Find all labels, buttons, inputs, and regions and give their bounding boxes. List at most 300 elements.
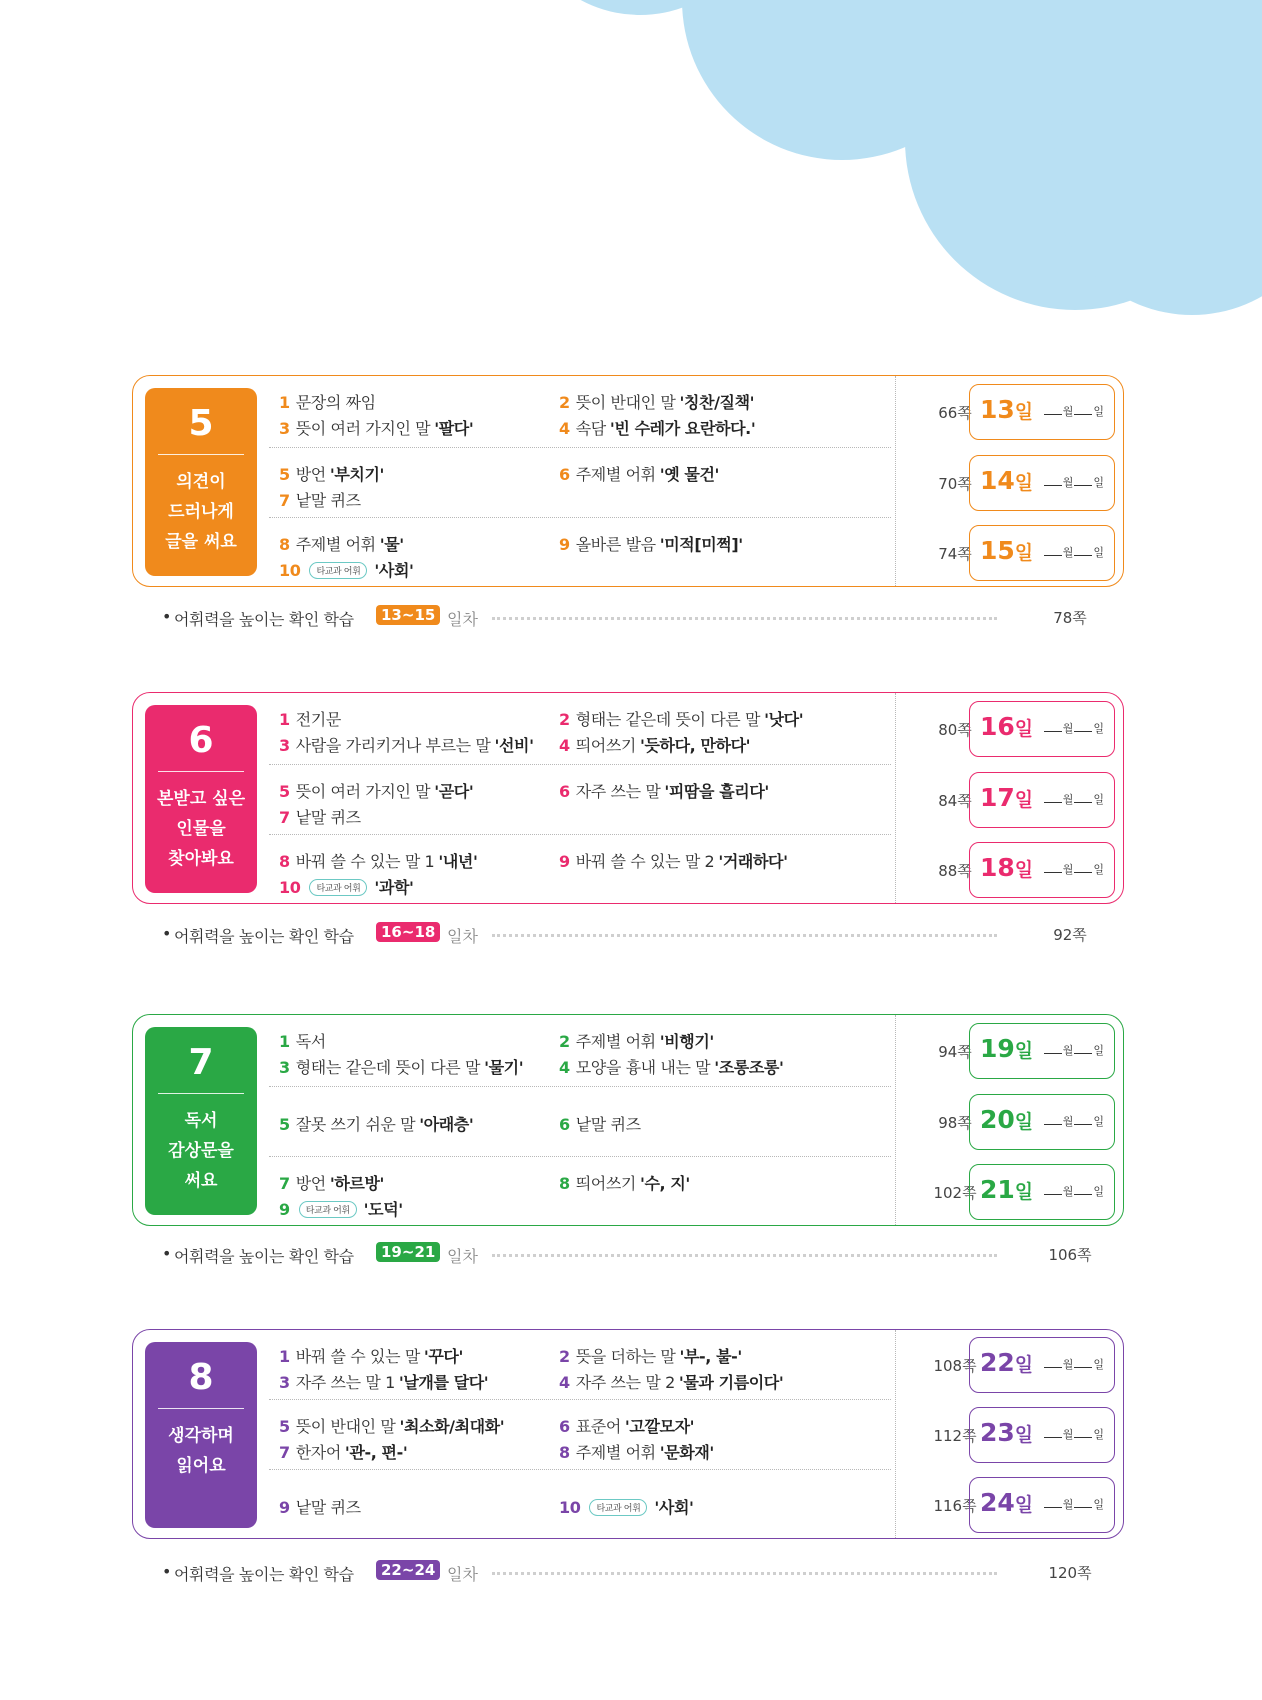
lesson-keyword: '피땀을 흘리다': [664, 782, 769, 801]
lesson-number: 5: [279, 1115, 290, 1134]
unit-number: 6: [188, 720, 214, 761]
lesson-item: [559, 462, 719, 485]
lesson-keyword: '물과 기름이다': [678, 1373, 784, 1392]
lesson-keyword: '수, 지': [639, 1174, 690, 1193]
day-checkbox[interactable]: [969, 455, 1115, 511]
month-label: 월: [1062, 793, 1074, 806]
lesson-rows: [269, 1330, 891, 1540]
lesson-text: 낱말 퀴즈: [295, 491, 361, 510]
lesson-number: 5: [279, 782, 290, 801]
review-page: 120쪽: [1048, 1564, 1092, 1582]
lesson-number: 10: [279, 878, 301, 897]
page-number: 108쪽: [933, 1357, 977, 1375]
month-day-blank[interactable]: [1043, 1183, 1104, 1199]
divider-line: [895, 693, 896, 903]
day-label: 일: [1093, 1044, 1104, 1057]
lesson-text: 독서: [295, 1032, 326, 1051]
lesson-row: [269, 1470, 891, 1540]
lesson-item: [279, 849, 477, 872]
review-page: 78쪽: [1053, 609, 1087, 627]
month-blank[interactable]: [1044, 404, 1062, 415]
day-value: 13: [980, 395, 1015, 424]
page-number: 74쪽: [938, 545, 972, 563]
month-day-blank[interactable]: [1043, 474, 1104, 490]
lesson-keyword: '옛 물건': [659, 465, 720, 484]
day-blank[interactable]: [1074, 1357, 1092, 1368]
unit-badge: [145, 388, 257, 576]
month-day-blank[interactable]: [1043, 1356, 1104, 1372]
lesson-keyword: '관-, 편-': [344, 1443, 408, 1462]
page-number: 80쪽: [938, 721, 972, 739]
lesson-keyword: '비행기': [659, 1032, 714, 1051]
lesson-keyword: '팔다': [434, 419, 474, 438]
review-page: 92쪽: [1053, 926, 1087, 944]
cross-subject-tag: 타교과 어휘: [309, 879, 367, 896]
unit-number: 7: [188, 1042, 214, 1083]
lesson-text: 사람을 가리키거나 부르는 말: [295, 736, 491, 755]
day-checkbox[interactable]: [969, 1477, 1115, 1533]
day-blank[interactable]: [1074, 862, 1092, 873]
unit-number: 8: [188, 1357, 214, 1398]
review-suffix: 일차: [447, 1565, 478, 1584]
review-line: [162, 922, 1087, 952]
month-label: 월: [1062, 1115, 1074, 1128]
lesson-item: [279, 488, 361, 511]
day-checkbox[interactable]: [969, 1407, 1115, 1463]
day-blank[interactable]: [1074, 1427, 1092, 1438]
lesson-keyword: '아래층': [419, 1115, 474, 1134]
lesson-keyword: '듯하다, 만하다': [639, 736, 751, 755]
dot-leader: [492, 934, 997, 937]
lesson-row: [269, 448, 891, 518]
day-suffix: 일: [1014, 1354, 1034, 1376]
lesson-item: [559, 390, 754, 413]
lesson-item: [559, 1440, 714, 1463]
lesson-number: 7: [279, 808, 290, 827]
page-number: 84쪽: [938, 792, 972, 810]
unit-title: 생각하며 읽어요: [168, 1426, 234, 1476]
lesson-text: 뜻이 반대인 말: [575, 393, 676, 412]
lesson-item: [279, 875, 414, 898]
cloud-decoration: [0, 0, 1262, 330]
day-checkbox[interactable]: [969, 1094, 1115, 1150]
review-page: 106쪽: [1048, 1246, 1092, 1264]
day-suffix: 일: [1014, 859, 1034, 881]
lesson-text: 주제별 어휘: [575, 1443, 656, 1462]
lesson-keyword: '물': [379, 535, 404, 554]
day-value: 20: [980, 1105, 1015, 1134]
review-suffix: 일차: [447, 610, 478, 629]
day-checkbox[interactable]: [969, 384, 1115, 440]
divider-line: [895, 376, 896, 586]
lesson-keyword: '부치기': [329, 465, 385, 484]
lesson-item: [559, 779, 769, 802]
lesson-keyword: '꾸다': [423, 1347, 463, 1366]
month-label: 월: [1062, 1428, 1074, 1441]
lesson-item: [559, 1495, 694, 1518]
lesson-row: [269, 835, 891, 905]
lesson-item: [559, 707, 803, 730]
month-label: 월: [1062, 1185, 1074, 1198]
lesson-keyword: '물기': [484, 1058, 524, 1077]
lesson-number: 8: [279, 852, 290, 871]
lesson-number: 8: [559, 1174, 570, 1193]
day-value: 21: [980, 1175, 1015, 1204]
lesson-text: 바꿔 쓸 수 있는 말 2: [575, 852, 715, 871]
lesson-number: 7: [279, 1174, 290, 1193]
day-blank[interactable]: [1074, 404, 1092, 415]
month-blank[interactable]: [1044, 475, 1062, 486]
lesson-number: 6: [559, 1417, 570, 1436]
unit-box: [132, 1014, 1124, 1226]
day-blank[interactable]: [1074, 792, 1092, 803]
lesson-item: [279, 1344, 463, 1367]
review-suffix: 일차: [447, 927, 478, 946]
lesson-text: 주제별 어휘: [575, 1032, 656, 1051]
month-label: 월: [1062, 405, 1074, 418]
unit-badge: [145, 1342, 257, 1528]
day-number: [980, 466, 1033, 495]
lesson-row: [269, 1015, 891, 1087]
day-blank[interactable]: [1074, 721, 1092, 732]
month-day-blank[interactable]: [1043, 1496, 1104, 1512]
month-blank[interactable]: [1044, 1357, 1062, 1368]
lesson-rows: [269, 1015, 891, 1227]
lesson-item: [279, 532, 404, 555]
lesson-item: [279, 1197, 403, 1220]
lesson-item: [559, 849, 788, 872]
day-number: [980, 1348, 1033, 1377]
bullet: •: [162, 1244, 172, 1263]
lesson-item: [559, 532, 743, 555]
lesson-row: [269, 1330, 891, 1400]
lesson-item: [559, 1414, 694, 1437]
month-blank[interactable]: [1044, 1497, 1062, 1508]
bullet: •: [162, 924, 172, 943]
month-blank[interactable]: [1044, 792, 1062, 803]
month-day-blank[interactable]: [1043, 1042, 1104, 1058]
lesson-item: [279, 805, 361, 828]
day-label: 일: [1093, 793, 1104, 806]
lesson-keyword: '과학': [374, 878, 414, 897]
lesson-number: 2: [559, 1347, 570, 1366]
review-text: 어휘력을 높이는 확인 학습: [174, 610, 354, 629]
unit-title: 독서 감상문을 써요: [168, 1111, 234, 1191]
day-suffix: 일: [1014, 1111, 1034, 1133]
unit-box: [132, 1329, 1124, 1539]
month-day-blank[interactable]: [1043, 791, 1104, 807]
month-label: 월: [1062, 1498, 1074, 1511]
lesson-text: 낱말 퀴즈: [575, 1115, 641, 1134]
lesson-row: [269, 1400, 891, 1470]
month-label: 월: [1062, 1358, 1074, 1371]
lesson-text: 전기문: [295, 710, 341, 729]
day-suffix: 일: [1014, 1494, 1034, 1516]
review-line: [162, 605, 1087, 635]
lesson-number: 6: [559, 465, 570, 484]
month-blank[interactable]: [1044, 1427, 1062, 1438]
page-number: 102쪽: [933, 1184, 977, 1202]
lesson-text: 뜻을 더하는 말: [575, 1347, 676, 1366]
page-number: 94쪽: [938, 1043, 972, 1061]
day-suffix: 일: [1014, 789, 1034, 811]
lesson-text: 문장의 짜임: [295, 393, 376, 412]
day-number: [980, 1105, 1033, 1134]
lesson-keyword: '칭찬/질책': [679, 393, 755, 412]
month-day-blank[interactable]: [1043, 720, 1104, 736]
day-blank[interactable]: [1074, 1497, 1092, 1508]
page-number: 112쪽: [933, 1427, 977, 1445]
bullet: •: [162, 607, 172, 626]
day-blank[interactable]: [1074, 475, 1092, 486]
day-checkbox[interactable]: [969, 701, 1115, 757]
lesson-keyword: '문화재': [659, 1443, 714, 1462]
review-range: 19~21: [376, 1242, 440, 1262]
lesson-text: 띄어쓰기: [575, 1174, 636, 1193]
lesson-item: [279, 733, 534, 756]
month-blank[interactable]: [1044, 1043, 1062, 1054]
lesson-keyword: '조롱조롱': [714, 1058, 784, 1077]
lesson-item: [279, 779, 473, 802]
review-text: 어휘력을 높이는 확인 학습: [174, 927, 354, 946]
day-suffix: 일: [1014, 1040, 1034, 1062]
lesson-number: 4: [559, 419, 570, 438]
lesson-text: 뜻이 반대인 말: [295, 1417, 396, 1436]
lesson-text: 바꿔 쓸 수 있는 말 1: [295, 852, 435, 871]
day-value: 15: [980, 536, 1015, 565]
unit-box: [132, 692, 1124, 904]
day-blank[interactable]: [1074, 1184, 1092, 1195]
lesson-item: [559, 733, 750, 756]
month-label: 월: [1062, 863, 1074, 876]
day-checkbox[interactable]: [969, 525, 1115, 581]
lesson-number: 10: [559, 1498, 581, 1517]
day-label: 일: [1093, 722, 1104, 735]
day-value: 17: [980, 783, 1015, 812]
lesson-number: 1: [279, 1347, 290, 1366]
day-label: 일: [1093, 1115, 1104, 1128]
lesson-item: [279, 1112, 473, 1135]
day-checkbox[interactable]: [969, 1023, 1115, 1079]
lesson-number: 3: [279, 736, 290, 755]
lesson-item: [279, 1495, 361, 1518]
lesson-row: [269, 518, 891, 588]
lesson-keyword: '하르방': [329, 1174, 385, 1193]
dot-leader: [492, 617, 997, 620]
day-checkbox[interactable]: [969, 842, 1115, 898]
lesson-keyword: '거래하다': [718, 852, 788, 871]
lesson-keyword: '빈 수레가 요란하다.': [609, 419, 756, 438]
lesson-row: [269, 1157, 891, 1227]
badge-divider: [158, 454, 244, 455]
month-blank[interactable]: [1044, 545, 1062, 556]
lesson-text: 띄어쓰기: [575, 736, 636, 755]
day-number: [980, 1175, 1033, 1204]
day-blank[interactable]: [1074, 545, 1092, 556]
page-number: 116쪽: [933, 1497, 977, 1515]
lesson-number: 1: [279, 1032, 290, 1051]
lesson-number: 4: [559, 1373, 570, 1392]
dot-leader: [492, 1254, 997, 1257]
lesson-number: 9: [279, 1498, 290, 1517]
day-value: 14: [980, 466, 1015, 495]
lesson-item: [279, 390, 376, 413]
lesson-item: [279, 1414, 504, 1437]
month-label: 월: [1062, 476, 1074, 489]
month-blank[interactable]: [1044, 1114, 1062, 1125]
page-number: 88쪽: [938, 862, 972, 880]
divider-line: [895, 1015, 896, 1225]
lesson-item: [279, 707, 341, 730]
day-label: 일: [1093, 405, 1104, 418]
lesson-number: 6: [559, 782, 570, 801]
day-checkbox[interactable]: [969, 1164, 1115, 1220]
lesson-text: 자주 쓰는 말 2: [575, 1373, 675, 1392]
lesson-rows: [269, 693, 891, 905]
lesson-item: [559, 1344, 742, 1367]
month-day-blank[interactable]: [1043, 1426, 1104, 1442]
lesson-keyword: '날개를 달다': [398, 1373, 489, 1392]
review-range: 13~15: [376, 605, 440, 625]
day-number: [980, 395, 1033, 424]
lesson-number: 3: [279, 1058, 290, 1077]
lesson-keyword: '사회': [654, 1498, 694, 1517]
cross-subject-tag: 타교과 어휘: [299, 1201, 357, 1218]
lesson-row: [269, 693, 891, 765]
day-number: [980, 536, 1033, 565]
month-label: 월: [1062, 722, 1074, 735]
unit-badge: [145, 1027, 257, 1215]
lesson-item: [559, 1029, 714, 1052]
day-number: [980, 853, 1033, 882]
unit-badge: [145, 705, 257, 893]
day-value: 24: [980, 1488, 1015, 1517]
lesson-keyword: '선비': [494, 736, 534, 755]
dot-leader: [492, 1572, 997, 1575]
lesson-item: [279, 558, 414, 581]
lesson-text: 뜻이 여러 가지인 말: [295, 782, 431, 801]
day-value: 19: [980, 1034, 1015, 1063]
lesson-text: 주제별 어휘: [295, 535, 376, 554]
lesson-item: [279, 462, 384, 485]
review-range: 22~24: [376, 1560, 440, 1580]
unit-box: [132, 375, 1124, 587]
month-label: 월: [1062, 1044, 1074, 1057]
day-blank[interactable]: [1074, 1114, 1092, 1125]
review-text: 어휘력을 높이는 확인 학습: [174, 1565, 354, 1584]
unit-number: 5: [188, 403, 214, 444]
lesson-item: [559, 1370, 783, 1393]
lesson-item: [279, 1171, 384, 1194]
lesson-number: 6: [559, 1115, 570, 1134]
day-label: 일: [1093, 476, 1104, 489]
lesson-keyword: '부-, 불-': [679, 1347, 742, 1366]
day-label: 일: [1093, 863, 1104, 876]
month-blank[interactable]: [1044, 721, 1062, 732]
day-suffix: 일: [1014, 718, 1034, 740]
day-label: 일: [1093, 546, 1104, 559]
lesson-text: 자주 쓰는 말 1: [295, 1373, 395, 1392]
day-value: 23: [980, 1418, 1015, 1447]
lesson-item: [279, 416, 473, 439]
badge-divider: [158, 771, 244, 772]
day-number: [980, 783, 1033, 812]
month-day-blank[interactable]: [1043, 403, 1104, 419]
month-blank[interactable]: [1044, 1184, 1062, 1195]
lesson-number: 7: [279, 491, 290, 510]
day-label: 일: [1093, 1358, 1104, 1371]
month-day-blank[interactable]: [1043, 861, 1104, 877]
lesson-item: [559, 416, 755, 439]
lesson-item: [279, 1029, 326, 1052]
lesson-number: 9: [559, 535, 570, 554]
review-suffix: 일차: [447, 1247, 478, 1266]
month-blank[interactable]: [1044, 862, 1062, 873]
lesson-number: 4: [559, 736, 570, 755]
month-day-blank[interactable]: [1043, 1113, 1104, 1129]
lesson-text: 잘못 쓰기 쉬운 말: [295, 1115, 416, 1134]
lesson-number: 2: [559, 710, 570, 729]
lesson-keyword: '미적[미쩍]': [659, 535, 743, 554]
lesson-number: 8: [279, 535, 290, 554]
lesson-item: [279, 1370, 488, 1393]
badge-divider: [158, 1093, 244, 1094]
lesson-item: [559, 1055, 783, 1078]
lesson-row: [269, 376, 891, 448]
lesson-text: 낱말 퀴즈: [295, 1498, 361, 1517]
lesson-keyword: '고깔모자': [624, 1417, 695, 1436]
day-suffix: 일: [1014, 542, 1034, 564]
review-text: 어휘력을 높이는 확인 학습: [174, 1247, 354, 1266]
day-label: 일: [1093, 1428, 1104, 1441]
cross-subject-tag: 타교과 어휘: [589, 1499, 647, 1516]
month-label: 월: [1062, 546, 1074, 559]
day-number: [980, 1034, 1033, 1063]
lesson-number: 9: [279, 1200, 290, 1219]
page-number: 98쪽: [938, 1114, 972, 1132]
lesson-number: 5: [279, 1417, 290, 1436]
lesson-text: 한자어: [295, 1443, 341, 1462]
unit-title: 본받고 싶은 인물을 찾아봐요: [156, 789, 246, 869]
lesson-text: 속담: [575, 419, 606, 438]
lesson-item: [279, 1440, 407, 1463]
lesson-number: 2: [559, 1032, 570, 1051]
lesson-keyword: '도덕': [363, 1200, 403, 1219]
lesson-number: 4: [559, 1058, 570, 1077]
day-suffix: 일: [1014, 1424, 1034, 1446]
lesson-number: 1: [279, 710, 290, 729]
page-number: 70쪽: [938, 475, 972, 493]
day-blank[interactable]: [1074, 1043, 1092, 1054]
lesson-text: 자주 쓰는 말: [575, 782, 661, 801]
lesson-keyword: '낫다': [764, 710, 804, 729]
day-suffix: 일: [1014, 1181, 1034, 1203]
lesson-item: [279, 1055, 523, 1078]
day-checkbox[interactable]: [969, 1337, 1115, 1393]
month-day-blank[interactable]: [1043, 544, 1104, 560]
lesson-text: 바꿔 쓸 수 있는 말: [295, 1347, 420, 1366]
day-label: 일: [1093, 1498, 1104, 1511]
review-line: [162, 1560, 1092, 1590]
day-checkbox[interactable]: [969, 772, 1115, 828]
day-number: [980, 1418, 1033, 1447]
unit-title: 의견이 드러나게 글을 써요: [165, 472, 237, 552]
lesson-text: 올바른 발음: [575, 535, 656, 554]
lesson-text: 뜻이 여러 가지인 말: [295, 419, 431, 438]
cross-subject-tag: 타교과 어휘: [309, 562, 367, 579]
day-label: 일: [1093, 1185, 1104, 1198]
lesson-keyword: '최소화/최대화': [399, 1417, 505, 1436]
